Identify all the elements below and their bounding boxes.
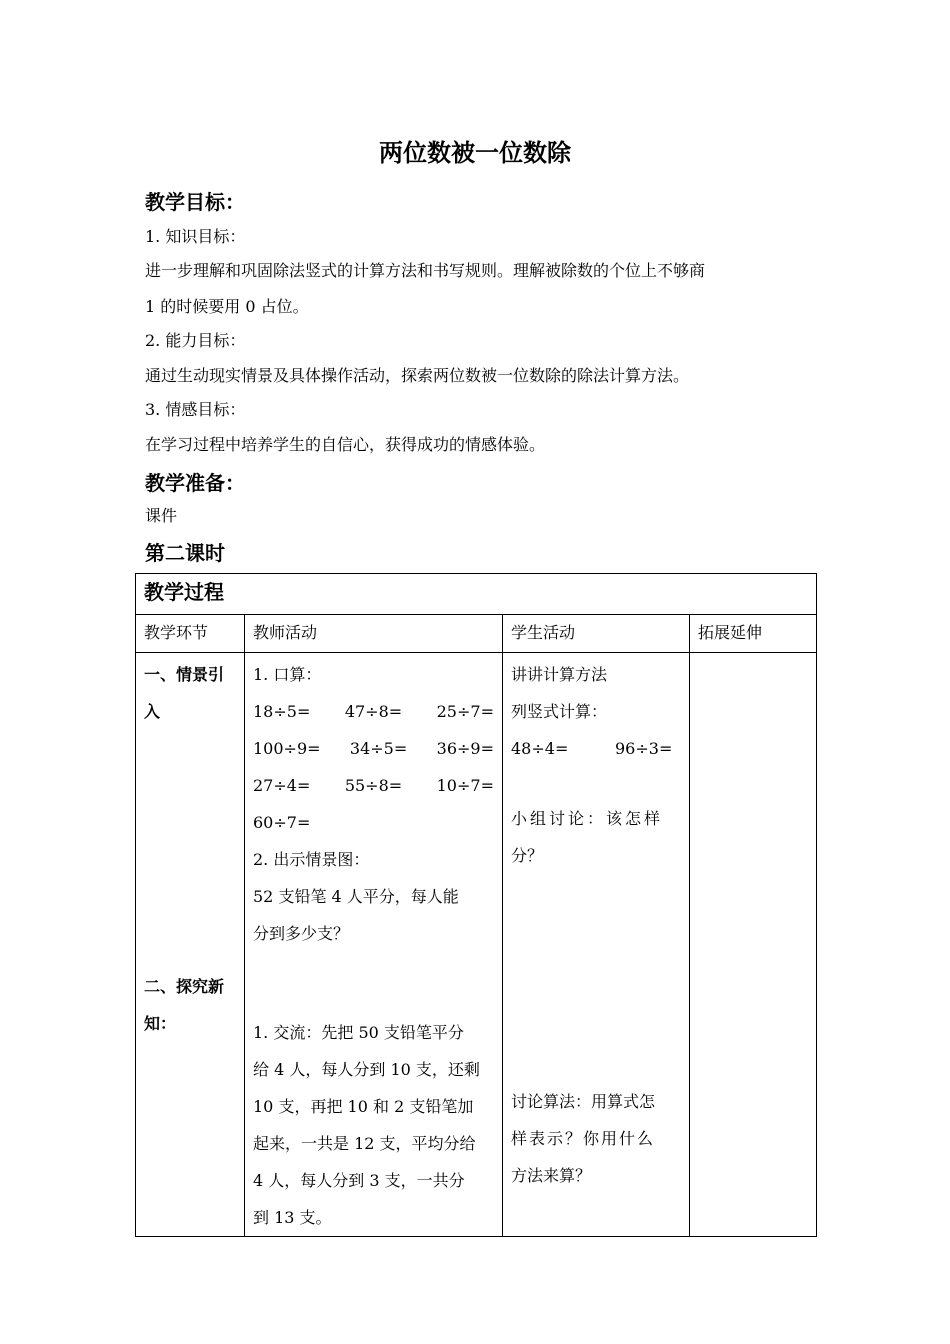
prep-text: 课件 <box>145 506 178 525</box>
teacher-activity-cell <box>245 653 503 1237</box>
student-method-line: 样表示？你用什么 <box>511 1129 656 1148</box>
calc-item: 18÷5= <box>253 702 311 721</box>
process-table <box>135 573 817 1237</box>
stage1-name-line2: 入 <box>144 702 161 721</box>
goal1-text-line2: 1 的时候要用 0 占位。 <box>145 297 309 316</box>
calc-item: 36÷9= <box>436 739 494 758</box>
calc-item: 55÷8= <box>344 776 403 795</box>
student-calc-item: 96÷3= <box>615 739 673 758</box>
extension-cell <box>690 653 817 1237</box>
student-calc-item: 48÷4= <box>511 739 569 758</box>
calc-row <box>253 730 494 767</box>
teacher-explain-line: 到 13 支。 <box>253 1208 332 1227</box>
stage1-name-line1: 一、情景引 <box>144 665 225 684</box>
stage2-name-line1: 二、探究新 <box>144 977 225 996</box>
calc-item: 47÷8= <box>344 702 403 721</box>
column-header-extension: 拓展延伸 <box>690 615 817 653</box>
calc-item: 25÷7= <box>436 702 494 721</box>
student-method-line: 讨论算法：用算式怎 <box>511 1092 656 1111</box>
prep-heading: 教学准备： <box>145 471 245 495</box>
student-calc-row <box>511 730 681 767</box>
column-header-stage: 教学环节 <box>136 615 245 653</box>
calc-item: 27÷4= <box>253 776 311 795</box>
goals-heading: 教学目标： <box>145 190 245 214</box>
teacher-scene-label: 2. 出示情景图： <box>253 850 370 869</box>
calc-row <box>253 767 494 804</box>
table-header-row <box>136 615 817 653</box>
student-line: 讲讲计算方法 <box>511 665 608 684</box>
teacher-explain-line: 1. 交流：先把 50 支铅笔平分 <box>253 1023 464 1042</box>
column-header-teacher: 教师活动 <box>245 615 503 653</box>
table-row <box>136 653 817 1237</box>
goal2-label: 2. 能力目标： <box>145 331 246 350</box>
goal1-label: 1. 知识目标： <box>145 227 246 246</box>
calc-item: 34÷5= <box>349 739 408 758</box>
goal3-label: 3. 情感目标： <box>145 400 246 419</box>
calc-item: 100÷9= <box>253 739 321 758</box>
lesson-heading: 第二课时 <box>145 541 225 565</box>
goal3-text: 在学习过程中培养学生的自信心，获得成功的情感体验。 <box>145 435 546 454</box>
process-table-heading: 教学过程 <box>136 574 817 615</box>
stage2-name-line2: 知： <box>144 1014 177 1033</box>
student-method-line: 方法来算？ <box>511 1166 592 1185</box>
goal2-text: 通过生动现实情景及具体操作活动，探索两位数被一位数除的除法计算方法。 <box>145 366 690 385</box>
calc-row <box>253 693 494 730</box>
teacher-explain-line: 给 4 人，每人分到 10 支，还剩 <box>253 1060 480 1079</box>
column-header-student: 学生活动 <box>503 615 690 653</box>
calc-item: 10÷7= <box>436 776 494 795</box>
student-discussion-line2: 分？ <box>511 846 544 865</box>
calc-item-last: 60÷7= <box>253 813 311 832</box>
stage-cell <box>136 653 245 1237</box>
page-title: 两位数被一位数除 <box>379 139 571 167</box>
teacher-explain-line: 4 人，每人分到 3 支，一共分 <box>253 1171 465 1190</box>
goal1-text-line1: 进一步理解和巩固除法竖式的计算方法和书写规则。理解被除数的个位上不够商 <box>145 261 706 280</box>
student-line: 列竖式计算： <box>511 702 608 721</box>
student-activity-cell <box>503 653 690 1237</box>
teacher-oral-label: 1. 口算： <box>253 665 322 684</box>
student-discussion-line1: 小组讨论：该怎样 <box>511 809 664 828</box>
teacher-explain-line: 起来，一共是 12 支，平均分给 <box>253 1134 476 1153</box>
teacher-explain-line: 10 支，再把 10 和 2 支铅笔加 <box>253 1097 474 1116</box>
teacher-question-line1: 52 支铅笔 4 人平分，每人能 <box>253 887 459 906</box>
teacher-question-line2: 分到多少支？ <box>253 924 350 943</box>
